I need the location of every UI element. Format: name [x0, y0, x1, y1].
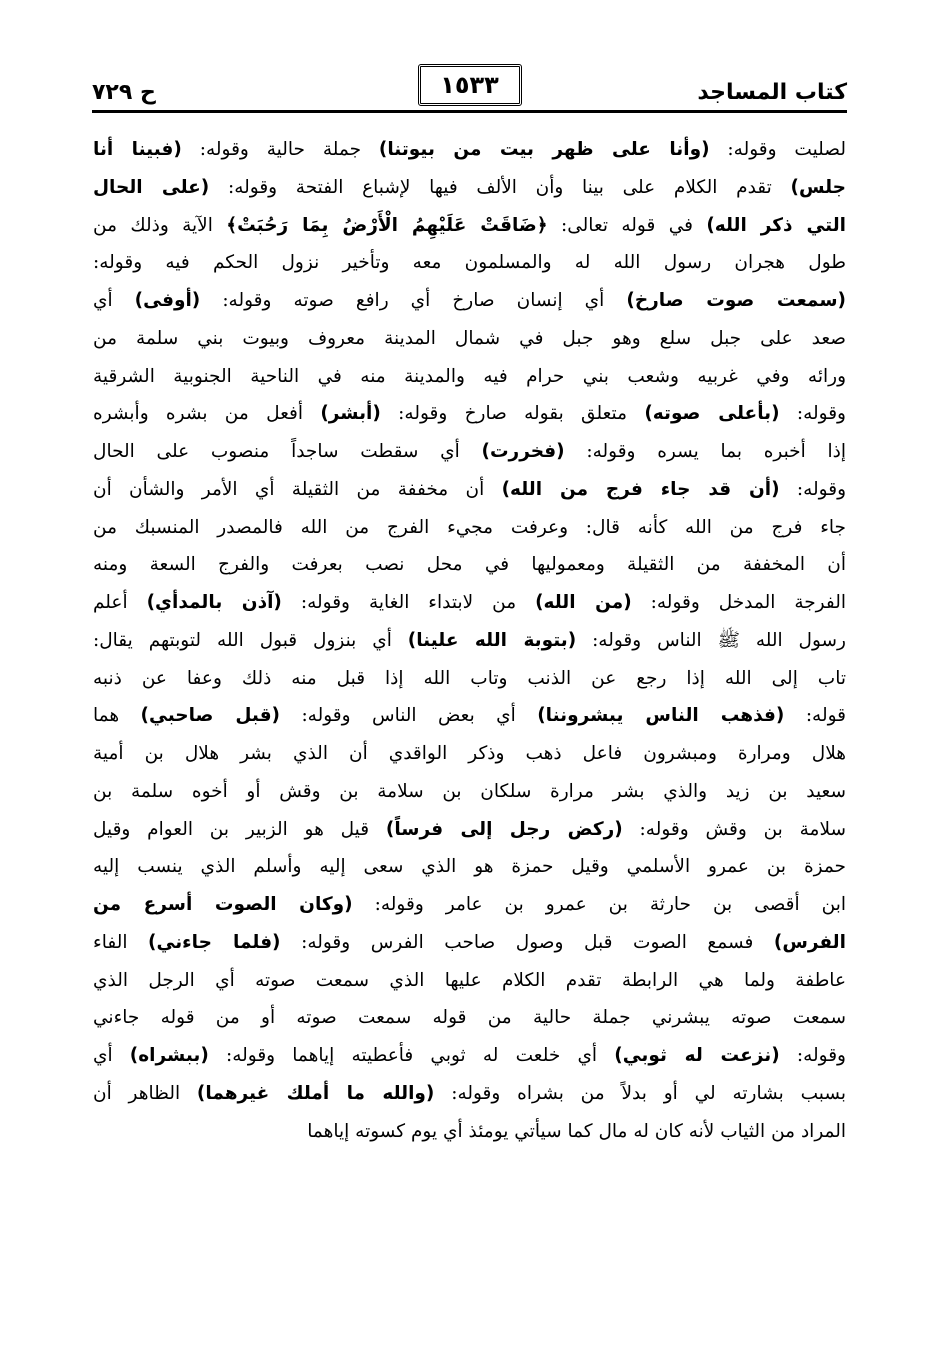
text-line: [93, 886, 846, 924]
text-segment: جاء فرج من الله كأنه قال: وعرفت مجيء الفرج من الله فالمصدر المنسبك من: [93, 516, 846, 538]
text-segment: بسبب بشارته لي أو بدلاً من بشراه وقوله:: [434, 1082, 846, 1104]
text-segment: ابن أقصى بن حارثة بن عمرو بن عامر وقوله:: [352, 894, 846, 915]
text-segment: أي: [93, 290, 135, 311]
quoted-phrase: (أن قد جاء فرج من الله): [501, 478, 780, 500]
quoted-phrase: (ببشراه): [129, 1045, 209, 1066]
book-title: كتاب المساجد: [697, 80, 847, 105]
text-line: [93, 244, 846, 282]
hadith-reference: ح ٧٢٩: [92, 80, 156, 105]
text-segment: الظاهر أن: [93, 1082, 197, 1104]
quoted-phrase: (بتوبة الله علينا): [407, 629, 577, 651]
text-segment: حمزة بن عمرو الأسلمي وقيل حمزة هو الذي سعى إليه وأسلم الذي ينسب إليه: [93, 856, 846, 878]
text-segment: وقوله:: [779, 403, 846, 425]
text-line: [93, 697, 846, 735]
text-line: [93, 660, 846, 698]
text-line: [93, 358, 846, 396]
text-line: [93, 169, 846, 207]
quoted-phrase: (نزعت له ثوبي): [614, 1045, 780, 1066]
quoted-phrase: التي ذكر الله): [706, 214, 846, 236]
text-line: [93, 584, 846, 622]
text-line: [93, 1075, 846, 1113]
text-segment: هلال ومرارة ومبشرون فاعل ذهب وذكر الواقدي أن الذي بشر هلال بن أمية: [93, 743, 846, 764]
text-segment: جملة حالية وقوله:: [181, 139, 379, 160]
text-line: [93, 1037, 846, 1075]
text-segment: في قوله تعالى:: [547, 214, 707, 236]
text-segment: الفاء: [93, 931, 149, 953]
text-segment: صعد على جبل سلع وهو جبل في شمال المدينة معروف وبيوت بني سلمة من: [93, 327, 846, 349]
text-segment: المراد من الثياب لأنه كان له مال كما سيأتي يومئذ أي يوم كسوته إياهما: [307, 1120, 846, 1142]
text-segment: أي: [93, 1045, 130, 1066]
text-segment: إذا أخبره بما يسره وقوله:: [564, 441, 846, 462]
quoted-phrase: (أبشر): [320, 403, 381, 425]
quoted-phrase: (أوفى): [134, 290, 201, 311]
text-line: [93, 282, 846, 320]
text-line: [93, 395, 846, 433]
text-segment: تاب إلى الله إذا رجع عن الذنب وتاب الله إذا قبل منه ذلك وعفا عن ذنبه: [93, 667, 846, 689]
text-segment: ورائه وفي غربيه وشعب بني حرام فيه والمدينة منه في الناحية الجنوبية الشرقية: [93, 365, 846, 387]
text-line: [93, 207, 846, 245]
quoted-phrase: (بأعلى صوته): [644, 403, 780, 425]
quoted-phrase: (سمعت صوت صارخ): [626, 290, 846, 311]
text-segment: طول هجران رسول الله له والمسلمون معه وتأخير نزول الحكم فيه وقوله:: [93, 252, 846, 274]
page-number-frame: [418, 64, 522, 106]
quoted-phrase: (من الله): [535, 592, 632, 613]
quoted-phrase: جلس): [790, 176, 846, 198]
commentary-text: [93, 131, 846, 1150]
quoted-phrase: ﴿ضَاقَتْ عَلَيْهِمُ الْأَرْضُ بِمَا رَحُبَتْ﴾: [226, 214, 548, 236]
quoted-phrase: (آذن بالمدأي): [146, 592, 282, 613]
text-line: [93, 962, 846, 1000]
text-line: [93, 509, 846, 547]
quoted-phrase: (فخررت): [481, 441, 565, 462]
text-segment: أي بعض الناس وقوله:: [280, 705, 538, 727]
page-header: [92, 62, 847, 114]
text-line: [93, 1113, 846, 1151]
text-segment: لصليت وقوله:: [709, 139, 846, 160]
text-segment: متعلق بقوله صارخ وقوله:: [380, 403, 645, 425]
text-line: [93, 622, 846, 660]
text-line: [93, 735, 846, 773]
quoted-phrase: (وكان الصوت أسرع من: [93, 894, 353, 915]
text-segment: أن المخففة من الثقيلة ومعموليها في محل نصب بعرفت والفرج السعة ومنه: [93, 554, 846, 576]
text-segment: من لابتداء الغاية وقوله:: [281, 592, 536, 613]
text-line: [93, 471, 846, 509]
text-segment: أي سقطت ساجداً منصوب على الحال: [93, 441, 482, 462]
text-segment: رسول الله ﷺ الناس وقوله:: [576, 629, 846, 651]
text-segment: أي بنزول قبول الله لتوبتهم يقال:: [93, 629, 408, 651]
text-line: [93, 924, 846, 962]
text-segment: قوله:: [784, 705, 846, 727]
page-number: ١٥٣٣: [440, 71, 499, 99]
text-segment: وقوله:: [779, 1045, 846, 1066]
quoted-phrase: (فذهب الناس يبشروننا): [537, 705, 785, 727]
quoted-phrase: (والله ما أملك غيرهما): [196, 1082, 435, 1104]
quoted-phrase: (وأنا على ظهر بيت من بيوتنا): [378, 139, 710, 160]
text-line: [93, 999, 846, 1037]
text-line: [93, 811, 846, 849]
header-rule: [92, 110, 847, 113]
quoted-phrase: الفرس): [773, 931, 846, 953]
text-segment: الفرجة المدخل وقوله:: [631, 592, 846, 613]
text-segment: عاطفة ولما هي الرابطة تقدم الكلام عليها الذي سمعت صوته أي الرجل الذي: [93, 969, 846, 991]
text-segment: أي خلعت له ثوبي فأعطيته إياهما وقوله:: [208, 1045, 615, 1066]
text-segment: الآية وذلك من: [93, 214, 227, 236]
quoted-phrase: (فبينا أنا: [93, 139, 182, 160]
text-line: [93, 131, 846, 169]
quoted-phrase: (قبل صاحبي): [140, 705, 281, 727]
text-segment: فسمع الصوت قبل وصول صاحب الفرس وقوله:: [280, 931, 774, 953]
text-line: [93, 546, 846, 584]
text-line: [93, 773, 846, 811]
text-segment: وقوله:: [779, 478, 846, 500]
text-segment: سعيد بن زيد والذي بشر مرارة سلكان بن سلامة بن وقش أو أخوه سلمة بن: [93, 780, 846, 802]
text-segment: هما: [93, 705, 141, 727]
text-segment: أفعل من بشره وأبشره: [93, 403, 321, 425]
text-line: [93, 320, 846, 358]
text-segment: قيل هو الزبير بن العوام وقيل: [93, 818, 386, 840]
quoted-phrase: (ركض رجل إلى فرساً): [385, 818, 623, 840]
text-segment: أن مخففة من الثقيلة أي الأمر والشأن أن: [93, 478, 502, 500]
quoted-phrase: (على الحال: [93, 176, 210, 198]
text-segment: أعلم: [93, 592, 147, 613]
text-line: [93, 848, 846, 886]
quoted-phrase: (فلما جاءني): [148, 931, 281, 953]
text-segment: أي إنسان صارخ أي رافع صوته وقوله:: [200, 290, 627, 311]
text-segment: سمعت صوته يبشرني جملة حالية من قوله سمعت صوته أو من قوله جاءني: [93, 1007, 846, 1029]
text-segment: تقدم الكلام على بينا وأن الألف فيها لإشباع الفتحة وقوله:: [209, 176, 791, 198]
text-line: [93, 433, 846, 471]
text-segment: سلامة بن وقش وقوله:: [622, 818, 846, 840]
